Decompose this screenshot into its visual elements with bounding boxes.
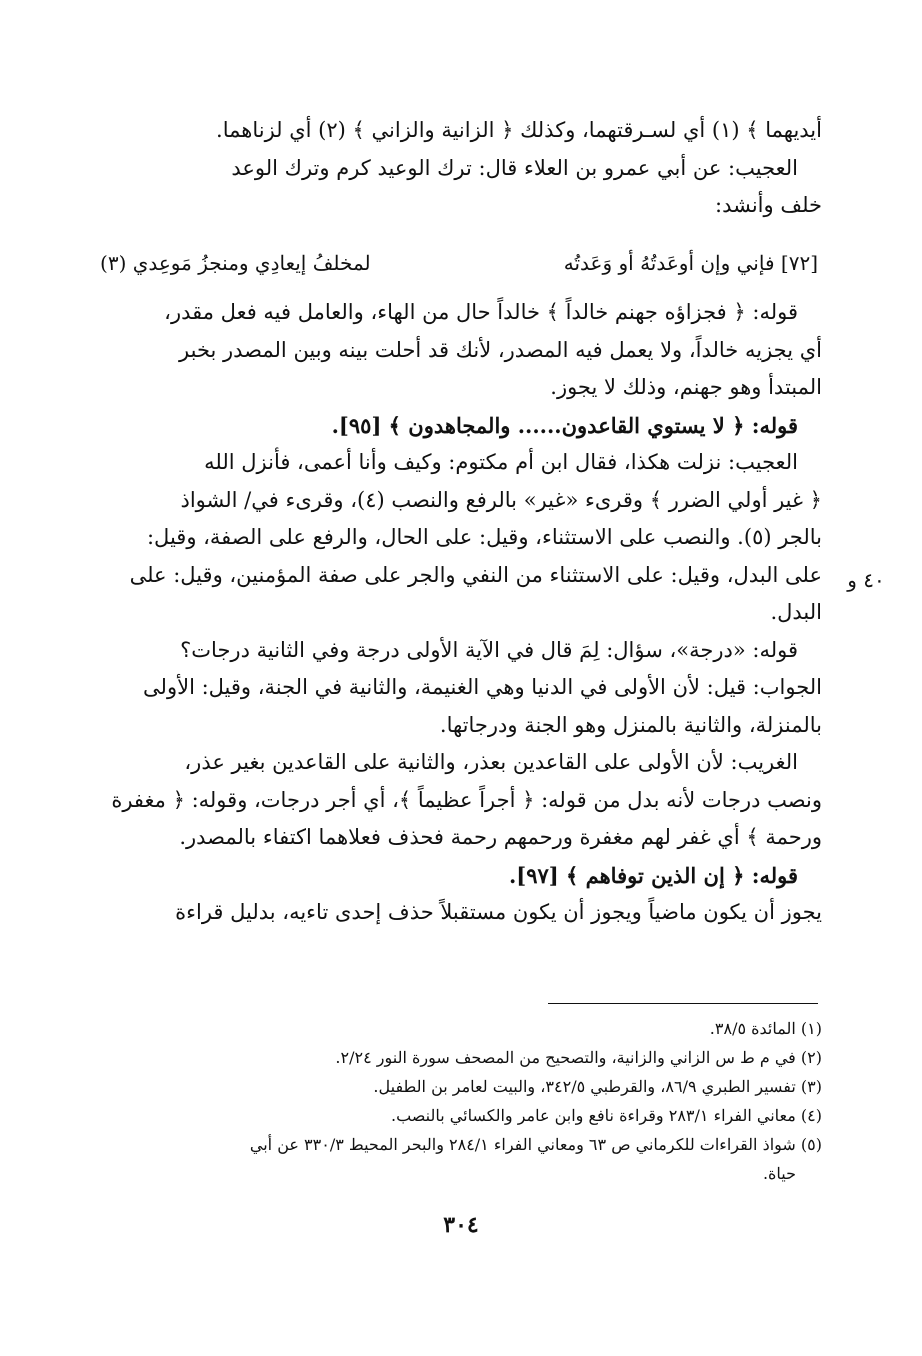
text-line: أيديهما ﴾ (١) أي لسـرقتهما، وكذلك ﴿ الزانية والزاني ﴾ (٢) أي لزناهما. bbox=[216, 118, 822, 142]
text-line: ﴿ غير أولي الضرر ﴾ وقرىء «غير» بالرفع والنصب (٤)، وقرىء في/ الشواذ bbox=[180, 487, 822, 512]
footnote: (٤) معاني الفراء ٢٨٣/١ وقراءة نافع وابن عامر والكسائي بالنصب. bbox=[391, 1106, 822, 1125]
text-line: ورحمة ﴾ أي غفر لهم مغفرة ورحمهم رحمة فحذف فعلاهما اكتفاء بالمصدر. bbox=[179, 825, 822, 849]
text-line: المبتدأ وهو جهنم، وذلك لا يجوز. bbox=[550, 375, 822, 399]
text-line: الغريب: لأن الأولى على القاعدين بعذر، والثانية على القاعدين بغير عذر، bbox=[184, 750, 798, 774]
text-line: بالمنزلة، والثانية بالمنزل وهو الجنة ودرجاتها. bbox=[439, 712, 822, 737]
verse-text-1: فإني وإن أوعَدتُهُ أو وَعَدتُه bbox=[563, 250, 775, 275]
verse-first-hemistich bbox=[564, 245, 818, 283]
main-text bbox=[100, 112, 822, 932]
verse-number: [٧٢] bbox=[780, 250, 818, 275]
text-line: أي يجزيه خالداً، ولا يعمل فيه المصدر، لأنك قد أحلت بينه وبين المصدر بخبر bbox=[179, 337, 822, 362]
verse-second-hemistich: لمخلفُ إيعادِي ومنجزُ مَوعِدي (٣) bbox=[100, 250, 371, 275]
text-line: يجوز أن يكون ماضياً ويجوز أن يكون مستقبلاً حذف إحدى تاءيه، بدليل قراءة bbox=[175, 900, 822, 924]
footnote: (٥) شواذ القراءات للكرماني ص ٦٣ ومعاني الفراء ٢٨٤/١ والبحر المحيط ٣٣٠/٣ عن أبي bbox=[249, 1135, 822, 1154]
text-line: العجيب: عن أبي عمرو بن العلاء قال: ترك الوعيد كرم وترك الوعد bbox=[231, 155, 798, 180]
footnote: (١) المائدة ٣٨/٥. bbox=[709, 1019, 822, 1038]
text-line: العجيب: نزلت هكذا، فقال ابن أم مكتوم: وكيف وأنا أعمى، فأنزل الله bbox=[204, 450, 798, 474]
manuscript-folio-marker: ٤٠ و bbox=[847, 568, 885, 592]
footnote-continuation: حياة. bbox=[762, 1164, 796, 1183]
text-line: على البدل، وقيل: على الاستثناء من النفي والجر على صفة المؤمنين، وقيل: على bbox=[129, 562, 822, 587]
text-line: ونصب درجات لأنه بدل من قوله: ﴿ أجراً عظيماً ﴾، أي أجر درجات، وقوله: ﴿ مغفرة bbox=[111, 787, 822, 812]
footnote: (٣) تفسير الطبري ٨٦/٩، والقرطبي ٣٤٢/٥، والبيت لعامر بن الطفيل. bbox=[373, 1077, 822, 1096]
footnote-divider bbox=[548, 1003, 818, 1004]
text-line: قوله: ﴿ إن الذين توفاهم ﴾ [٩٧]. bbox=[508, 862, 798, 888]
page-number: ٣٠٤ bbox=[443, 1212, 479, 1238]
text-line: قوله: ﴿ فجزاؤه جهنم خالداً ﴾ خالداً حال من الهاء، والعامل فيه فعل مقدر، bbox=[164, 300, 798, 324]
footnote: (٢) في م ط س الزاني والزانية، والتصحيح من المصحف سورة النور ٢/٢٤. bbox=[335, 1048, 822, 1067]
text-line: قوله: ﴿ لا يستوي القاعدون...... والمجاهدون ﴾ [٩٥]. bbox=[331, 412, 798, 438]
text-line: خلف وأنشد: bbox=[715, 193, 822, 217]
poetry-verse bbox=[100, 245, 822, 283]
text-line: بالجر (٥). والنصب على الاستثناء، وقيل: على الحال، والرفع على الصفة، وقيل: bbox=[146, 525, 822, 549]
text-line: قوله: «درجة»، سؤال: لِمَ قال في الآية الأولى درجة وفي الثانية درجات؟ bbox=[180, 637, 798, 662]
footnotes bbox=[100, 1014, 822, 1188]
text-line: البدل. bbox=[770, 600, 822, 624]
text-line: الجواب: قيل: لأن الأولى في الدنيا وهي الغنيمة، والثانية في الجنة، وقيل: الأولى bbox=[143, 675, 822, 699]
